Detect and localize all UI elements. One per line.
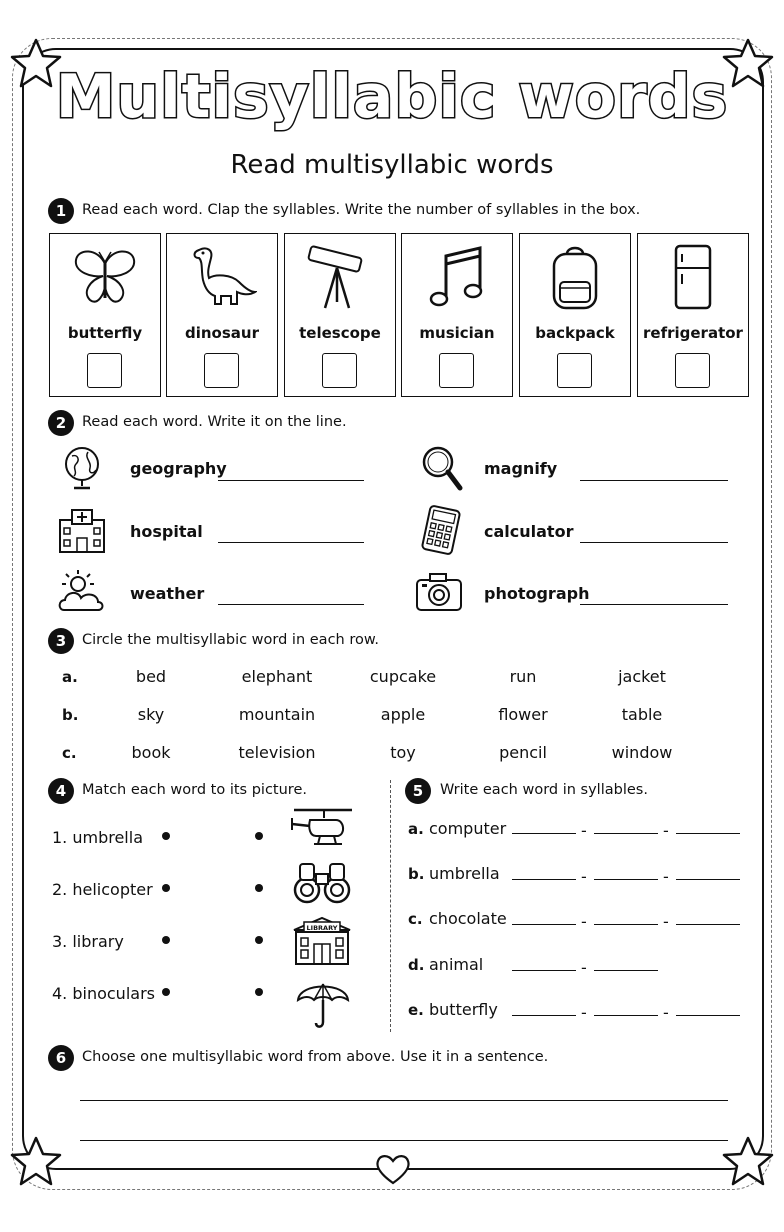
library-sign-text: LIBRARY [306, 924, 338, 932]
choice-word[interactable]: elephant [241, 667, 313, 686]
match-word: 4. binoculars [52, 984, 155, 1003]
section-number-3: 3 [48, 628, 74, 654]
syllable-blank[interactable] [594, 970, 658, 971]
card-word: telescope [299, 324, 381, 342]
syllable-blank[interactable] [512, 1015, 576, 1016]
syllable-word: animal [429, 955, 484, 974]
section-number-6: 6 [48, 1045, 74, 1071]
choice-word[interactable]: toy [390, 743, 416, 762]
row-label: c. [62, 744, 77, 762]
syllable-separator: - [581, 1003, 587, 1022]
syllable-word: butterfly [429, 1000, 498, 1019]
dinosaur-icon [187, 242, 257, 312]
item-label: a. [408, 820, 424, 838]
syllable-blank[interactable] [676, 924, 740, 925]
syllable-count-box[interactable] [675, 353, 710, 388]
word-calculator: calculator [484, 522, 574, 541]
card-word: backpack [535, 324, 615, 342]
row-label: b. [62, 706, 79, 724]
choice-word[interactable]: television [238, 743, 316, 762]
camera-icon [414, 570, 464, 614]
card-word: musician [419, 324, 495, 342]
write-line[interactable] [580, 480, 728, 481]
match-dot-right[interactable] [255, 832, 263, 840]
card-word: butterfly [67, 324, 143, 342]
heart-icon [374, 1152, 412, 1186]
choice-word[interactable]: apple [380, 705, 426, 724]
syllable-blank[interactable] [594, 833, 658, 834]
choice-word[interactable]: run [509, 667, 537, 686]
refrigerator-icon [658, 242, 728, 312]
library-icon [290, 914, 354, 966]
match-dot-right[interactable] [255, 988, 263, 996]
row-label: a. [62, 668, 78, 686]
choice-word[interactable]: flower [498, 705, 548, 724]
syllable-card-butterfly [49, 233, 161, 397]
umbrella-icon [294, 974, 352, 1032]
syllable-count-box[interactable] [87, 353, 122, 388]
write-line[interactable] [580, 604, 728, 605]
music-note-icon [422, 242, 492, 312]
item-label: d. [408, 956, 425, 974]
syllable-card-refrigerator [637, 233, 749, 397]
syllable-separator: - [581, 821, 587, 840]
section-number-1: 1 [48, 198, 74, 224]
section-number-2: 2 [48, 410, 74, 436]
syllable-card-backpack [519, 233, 631, 397]
syllable-separator: - [581, 958, 587, 977]
match-dot-left[interactable] [162, 936, 170, 944]
syllable-separator: - [663, 867, 669, 886]
match-word: 3. library [52, 932, 124, 951]
write-line[interactable] [218, 542, 364, 543]
calculator-icon [418, 504, 462, 556]
word-photograph: photograph [484, 584, 590, 603]
word-geography: geography [130, 459, 227, 478]
syllable-word: umbrella [429, 864, 500, 883]
hospital-icon [56, 506, 108, 554]
match-dot-right[interactable] [255, 884, 263, 892]
syllable-count-box[interactable] [204, 353, 239, 388]
page-title: Multisyllabic words [55, 62, 729, 132]
syllable-blank[interactable] [512, 970, 576, 971]
card-word: dinosaur [185, 324, 259, 342]
syllable-separator: - [581, 867, 587, 886]
choice-word[interactable]: bed [135, 667, 167, 686]
section2-instruction: Read each word. Write it on the line. [82, 414, 347, 430]
star-icon [8, 1134, 64, 1190]
syllable-separator: - [663, 912, 669, 931]
section5-instruction: Write each word in syllables. [440, 782, 648, 798]
section1-instruction: Read each word. Clap the syllables. Write the number of syllables in the box. [82, 202, 641, 218]
choice-word[interactable]: table [621, 705, 663, 724]
choice-word[interactable]: mountain [238, 705, 316, 724]
binoculars-icon [292, 860, 352, 906]
section-number-4: 4 [48, 778, 74, 804]
write-line[interactable] [580, 542, 728, 543]
syllable-count-box[interactable] [557, 353, 592, 388]
word-weather: weather [130, 584, 205, 603]
syllable-blank[interactable] [512, 879, 576, 880]
sentence-line[interactable] [80, 1140, 728, 1141]
item-label: b. [408, 865, 425, 883]
word-magnify: magnify [484, 459, 558, 478]
choice-word[interactable]: sky [137, 705, 165, 724]
choice-word[interactable]: window [611, 743, 673, 762]
syllable-separator: - [663, 821, 669, 840]
choice-word[interactable]: cupcake [369, 667, 437, 686]
choice-word[interactable]: jacket [618, 667, 666, 686]
item-label: e. [408, 1001, 424, 1019]
section4-instruction: Match each word to its picture. [82, 782, 307, 798]
match-word: 1. umbrella [52, 828, 143, 847]
section-number-5: 5 [405, 778, 431, 804]
syllable-blank[interactable] [676, 879, 740, 880]
globe-icon [58, 444, 106, 492]
syllable-blank[interactable] [594, 1015, 658, 1016]
choice-word[interactable]: pencil [499, 743, 547, 762]
syllable-separator: - [581, 912, 587, 931]
syllable-word: computer [429, 819, 507, 838]
magnifying-glass-icon [418, 442, 466, 494]
syllable-count-box[interactable] [322, 353, 357, 388]
butterfly-icon [70, 242, 140, 312]
item-label: c. [408, 910, 423, 928]
syllable-blank[interactable] [512, 833, 576, 834]
section6-instruction: Choose one multisyllabic word from above. Use it in a sentence. [82, 1049, 549, 1065]
telescope-icon [305, 242, 375, 312]
card-word: refrigerator [643, 324, 743, 342]
match-word: 2. helicopter [52, 880, 153, 899]
choice-word[interactable]: book [131, 743, 171, 762]
weather-icon [56, 568, 108, 614]
match-dot-left[interactable] [162, 884, 170, 892]
syllable-blank[interactable] [594, 924, 658, 925]
column-divider [390, 780, 391, 1032]
syllable-blank[interactable] [594, 879, 658, 880]
syllable-blank[interactable] [512, 924, 576, 925]
write-line[interactable] [218, 604, 364, 605]
match-dot-left[interactable] [162, 832, 170, 840]
syllable-card-dinosaur [166, 233, 278, 397]
word-hospital: hospital [130, 522, 203, 541]
section3-instruction: Circle the multisyllabic word in each row. [82, 632, 379, 648]
syllable-card-musician [401, 233, 513, 397]
star-icon [720, 1134, 776, 1190]
syllable-blank[interactable] [676, 833, 740, 834]
write-line[interactable] [218, 480, 364, 481]
syllable-word: chocolate [429, 909, 507, 928]
helicopter-icon [288, 806, 356, 850]
syllable-separator: - [663, 1003, 669, 1022]
syllable-card-telescope [284, 233, 396, 397]
syllable-count-box[interactable] [439, 353, 474, 388]
page-subtitle: Read multisyllabic words [230, 150, 554, 180]
match-dot-left[interactable] [162, 988, 170, 996]
syllable-blank[interactable] [676, 1015, 740, 1016]
sentence-line[interactable] [80, 1100, 728, 1101]
backpack-icon [540, 242, 610, 312]
match-dot-right[interactable] [255, 936, 263, 944]
